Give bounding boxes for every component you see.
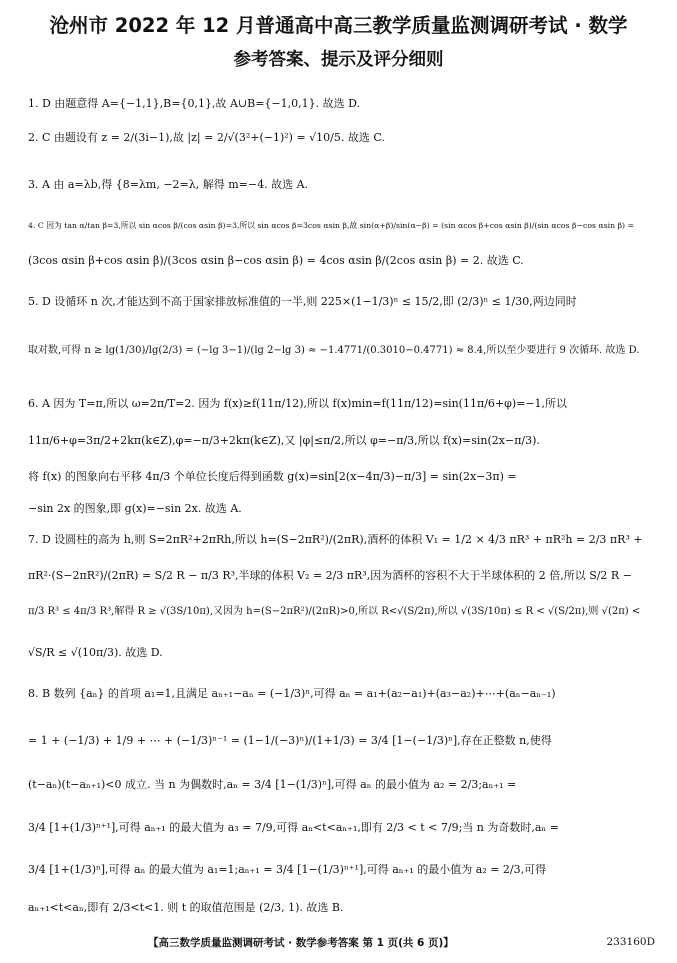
document-title: 沧州市 2022 年 12 月普通高中高三教学质量监测调研考试 · 数学 bbox=[49, 14, 628, 37]
answer-1-line: 1. D 由题意得 A={−1,1},B={0,1},故 A∪B={−1,0,1}. 故选 D. bbox=[28, 97, 361, 110]
answer-3-line: 3. A 由 a=λb,得 {8=λm, −2=λ, 解得 m=−4. 故选 A. bbox=[28, 178, 309, 191]
answer-6-line-cont: 将 f(x) 的图象向右平移 4π/3 个单位长度后得到函数 g(x)=sin[2(x−4π/3)−π/3] = sin(2x−3π) = bbox=[28, 470, 517, 483]
answer-7-line-cont: πR²·(S−2πR²)/(2πR) = S/2 R − π/3 R³,半球的体积 V₂ = 2/3 πR³,因为酒杯的容积不大于半球体积的 2 倍,所以 S/2 R − bbox=[28, 569, 632, 582]
answer-8-line-cont: 3/4 [1+(1/3)ⁿ⁺¹],可得 aₙ₊₁ 的最大值为 a₃ = 7/9,可得 aₙ<t<aₙ₊₁,即有 2/3 < t < 7/9;当 n 为奇数时,aₙ = bbox=[28, 821, 559, 834]
document-code: 233160D bbox=[606, 936, 655, 948]
answer-7-line: 7. D 设圆柱的高为 h,则 S=2πR²+2πRh,所以 h=(S−2πR²)/(2πR),酒杯的体积 V₁ = 1/2 × 4/3 πR³ + πR²h = 2/3 πR³ + bbox=[28, 533, 643, 546]
answer-4-line-cont: (3cos αsin β+cos αsin β)/(3cos αsin β−cos αsin β) = 4cos αsin β/(2cos αsin β) = 2. 故选 C. bbox=[28, 254, 524, 267]
answer-7-line-cont: √S/R ≤ √(10π/3). 故选 D. bbox=[28, 646, 163, 659]
answer-6-line: 6. A 因为 T=π,所以 ω=2π/T=2. 因为 f(x)≥f(11π/12),所以 f(x)min=f(11π/12)=sin(11π/6+φ)=−1,所以 bbox=[28, 397, 568, 410]
answer-6-line-cont: 11π/6+φ=3π/2+2kπ(k∈Z),φ=−π/3+2kπ(k∈Z),又 |φ|≤π/2,所以 φ=−π/3,所以 f(x)=sin(2x−π/3). bbox=[28, 434, 540, 447]
page-footer: 【高三数学质量监测调研考试 · 数学参考答案 第 1 页(共 6 页)】 bbox=[148, 937, 454, 949]
answer-8-line: 8. B 数列 {aₙ} 的首项 a₁=1,且满足 aₙ₊₁−aₙ = (−1/3)ⁿ,可得 aₙ = a₁+(a₂−a₁)+(a₃−a₂)+⋯+(aₙ−aₙ₋₁) bbox=[28, 687, 556, 700]
answer-6-line-cont: −sin 2x 的图象,即 g(x)=−sin 2x. 故选 A. bbox=[28, 502, 242, 515]
answer-8-line-cont: aₙ₊₁<t<aₙ,即有 2/3<t<1. 则 t 的取值范围是 (2/3, 1). 故选 B. bbox=[28, 901, 344, 914]
answer-5-line: 5. D 设循环 n 次,才能达到不高于国家排放标准值的一半,则 225×(1−1/3)ⁿ ≤ 15/2,即 (2/3)ⁿ ≤ 1/30,两边同时 bbox=[28, 295, 577, 308]
answer-8-line-cont: = 1 + (−1/3) + 1/9 + ⋯ + (−1/3)ⁿ⁻¹ = (1−1/(−3)ⁿ)/(1+1/3) = 3/4 [1−(−1/3)ⁿ],存在正整数 n,使得 bbox=[28, 734, 552, 747]
document-subtitle: 参考答案、提示及评分细则 bbox=[233, 50, 444, 70]
answer-2-line: 2. C 由题设有 z = 2/(3i−1),故 |z| = 2/√(3²+(−1)²) = √10/5. 故选 C. bbox=[28, 131, 385, 144]
answer-4-line: 4. C 因为 tan α/tan β=3,所以 sin αcos β/(cos αsin β)=3,所以 sin αcos β=3cos αsin β,故 sin(α+β)/sin(α−β) = (sin αcos β+cos αsin β)/(sin αcos β−cos αsin β) = bbox=[28, 221, 635, 230]
answer-8-line-cont: 3/4 [1+(1/3)ⁿ],可得 aₙ 的最大值为 a₁=1;aₙ₊₁ = 3/4 [1−(1/3)ⁿ⁺¹],可得 aₙ₊₁ 的最小值为 a₂ = 2/3,可得 bbox=[28, 863, 547, 876]
answer-8-line-cont: (t−aₙ)(t−aₙ₊₁)<0 成立. 当 n 为偶数时,aₙ = 3/4 [1−(1/3)ⁿ],可得 aₙ 的最小值为 a₂ = 2/3;aₙ₊₁ = bbox=[28, 778, 517, 791]
answer-5-line-cont: 取对数,可得 n ≥ lg(1/30)/lg(2/3) = (−lg 3−1)/(lg 2−lg 3) ≈ −1.4771/(0.3010−0.4771) ≈ 8.4,所以至少要进行 9 次循环. 故选 D. bbox=[28, 345, 640, 356]
answer-7-line-cont: π/3 R³ ≤ 4π/3 R³,解得 R ≥ √(3S/10π),又因为 h=(S−2πR²)/(2πR)>0,所以 R<√(S/2π),所以 √(3S/10π) ≤ R < √(S/2π),则 √(2π) < bbox=[28, 606, 641, 617]
